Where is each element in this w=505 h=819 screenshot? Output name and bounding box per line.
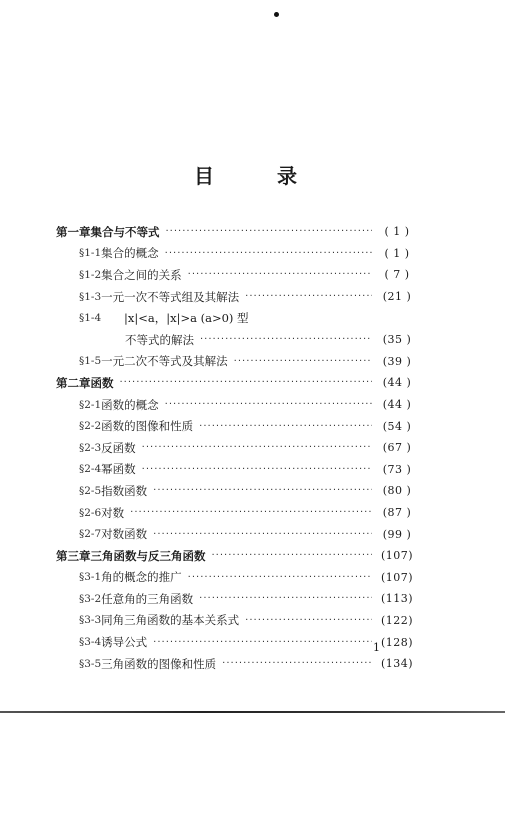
section-title: 幂函数 bbox=[101, 462, 136, 477]
section-title: 诱导公式 bbox=[101, 635, 148, 650]
dot-leader bbox=[199, 421, 372, 432]
page-title: 目 录 bbox=[194, 164, 325, 188]
toc-section-row bbox=[0, 610, 505, 632]
section-number: §2-4 bbox=[79, 463, 102, 476]
section-number: §1-5 bbox=[79, 355, 102, 368]
section-title: 反函数 bbox=[101, 440, 136, 455]
toc-section-row bbox=[0, 567, 505, 589]
toc-section-row bbox=[0, 588, 505, 610]
dot-leader bbox=[166, 226, 373, 237]
section-title: 指数函数 bbox=[101, 483, 148, 498]
toc-section-row bbox=[0, 631, 505, 653]
toc-section-row bbox=[0, 351, 505, 373]
toc-section-row bbox=[0, 307, 505, 329]
section-number: §1-2 bbox=[79, 268, 102, 281]
table-of-contents bbox=[0, 221, 505, 674]
toc-section-row bbox=[0, 480, 505, 502]
section-title: 同角三角函数的基本关系式 bbox=[101, 613, 240, 628]
page-reference: (39 ) bbox=[382, 354, 412, 368]
dot-leader bbox=[222, 658, 372, 669]
page-reference: ( 7 ) bbox=[384, 268, 410, 282]
section-number: §3-2 bbox=[79, 592, 102, 605]
section-number: §2-6 bbox=[79, 506, 102, 519]
section-title: 不等式的解法 bbox=[125, 332, 194, 347]
page-number: 1 bbox=[373, 641, 380, 654]
section-title: 三角函数的图像和性质 bbox=[101, 656, 217, 671]
dot-leader bbox=[200, 334, 372, 345]
chapter-title: 函数 bbox=[90, 375, 114, 390]
toc-chapter-row bbox=[0, 221, 505, 243]
toc-section-row bbox=[0, 415, 505, 437]
bottom-rule bbox=[0, 711, 505, 713]
dot-leader bbox=[120, 377, 373, 388]
section-title: 函数的图像和性质 bbox=[101, 419, 194, 434]
scan-speck bbox=[274, 12, 279, 17]
page-reference: (44 ) bbox=[382, 376, 412, 390]
section-number: §1-3 bbox=[79, 290, 102, 303]
toc-section-row bbox=[0, 502, 505, 524]
section-title: 一元一次不等式组及其解法 bbox=[101, 289, 240, 304]
dot-leader bbox=[199, 593, 372, 604]
toc-section-row bbox=[0, 264, 505, 286]
page-reference: (99 ) bbox=[382, 527, 412, 541]
section-title: 一元二次不等式及其解法 bbox=[101, 354, 228, 369]
dot-leader bbox=[245, 291, 372, 302]
toc-chapter-row bbox=[0, 545, 505, 567]
section-title: 对数函数 bbox=[101, 527, 148, 542]
dot-leader bbox=[165, 399, 372, 410]
section-title: 角的概念的推广 bbox=[101, 570, 182, 585]
page-reference: (107) bbox=[380, 549, 414, 563]
page-reference: (134) bbox=[380, 657, 414, 671]
dot-leader bbox=[153, 637, 372, 648]
section-number: §2-1 bbox=[79, 398, 102, 411]
dot-leader bbox=[188, 269, 372, 280]
toc-section-row bbox=[0, 653, 505, 675]
section-number: §2-2 bbox=[79, 420, 102, 433]
page-reference: (21 ) bbox=[382, 290, 412, 304]
page-reference: ( 1 ) bbox=[384, 225, 410, 239]
section-number: §1-1 bbox=[79, 247, 102, 260]
section-number: §2-5 bbox=[79, 484, 102, 497]
section-number: §3-4 bbox=[79, 636, 102, 649]
page-reference: (44 ) bbox=[382, 398, 412, 412]
section-title: 集合之间的关系 bbox=[101, 267, 182, 282]
dot-leader bbox=[212, 550, 373, 561]
page-reference: (35 ) bbox=[382, 333, 412, 347]
section-title: 函数的概念 bbox=[101, 397, 159, 412]
toc-section-row bbox=[0, 437, 505, 459]
toc-section-row bbox=[0, 523, 505, 545]
page-reference: ( 1 ) bbox=[384, 246, 410, 260]
dot-leader bbox=[153, 485, 372, 496]
dot-leader bbox=[245, 615, 372, 626]
chapter-title: 三角函数与反三角函数 bbox=[90, 548, 206, 563]
page-reference: (67 ) bbox=[382, 441, 412, 455]
chapter-number: 第一章 bbox=[56, 224, 91, 239]
chapter-title: 集合与不等式 bbox=[90, 224, 160, 239]
section-number: §2-3 bbox=[79, 441, 102, 454]
page-reference: (128) bbox=[380, 635, 414, 649]
page-reference: (122) bbox=[380, 613, 414, 627]
section-number: §3-3 bbox=[79, 614, 102, 627]
section-number: §1-4 bbox=[79, 312, 102, 325]
chapter-number: 第三章 bbox=[56, 548, 91, 563]
toc-section-row bbox=[0, 459, 505, 481]
toc-section-row bbox=[0, 243, 505, 265]
section-title: 集合的概念 bbox=[101, 246, 159, 261]
section-number: §2-7 bbox=[79, 528, 102, 541]
dot-leader bbox=[153, 529, 372, 540]
page-reference: (107) bbox=[380, 570, 414, 584]
page-reference: (87 ) bbox=[382, 506, 412, 520]
dot-leader bbox=[142, 464, 372, 475]
dot-leader bbox=[165, 248, 372, 259]
toc-section-row bbox=[0, 329, 505, 351]
page-reference: (54 ) bbox=[382, 419, 412, 433]
page-reference: (73 ) bbox=[382, 462, 412, 476]
section-title: 任意角的三角函数 bbox=[101, 591, 194, 606]
page-reference: (113) bbox=[380, 592, 414, 606]
section-number: §3-1 bbox=[79, 571, 102, 584]
section-number: §3-5 bbox=[79, 657, 102, 670]
dot-leader bbox=[234, 356, 372, 367]
toc-section-row bbox=[0, 286, 505, 308]
dot-leader bbox=[188, 572, 372, 583]
chapter-number: 第二章 bbox=[56, 375, 91, 390]
page-reference: (80 ) bbox=[382, 484, 412, 498]
toc-chapter-row bbox=[0, 372, 505, 394]
section-title: |x|<a，|x|>a (a>0) 型 bbox=[124, 311, 249, 326]
toc-section-row bbox=[0, 394, 505, 416]
dot-leader bbox=[142, 442, 372, 453]
section-title: 对数 bbox=[101, 505, 125, 520]
dot-leader bbox=[130, 507, 372, 518]
